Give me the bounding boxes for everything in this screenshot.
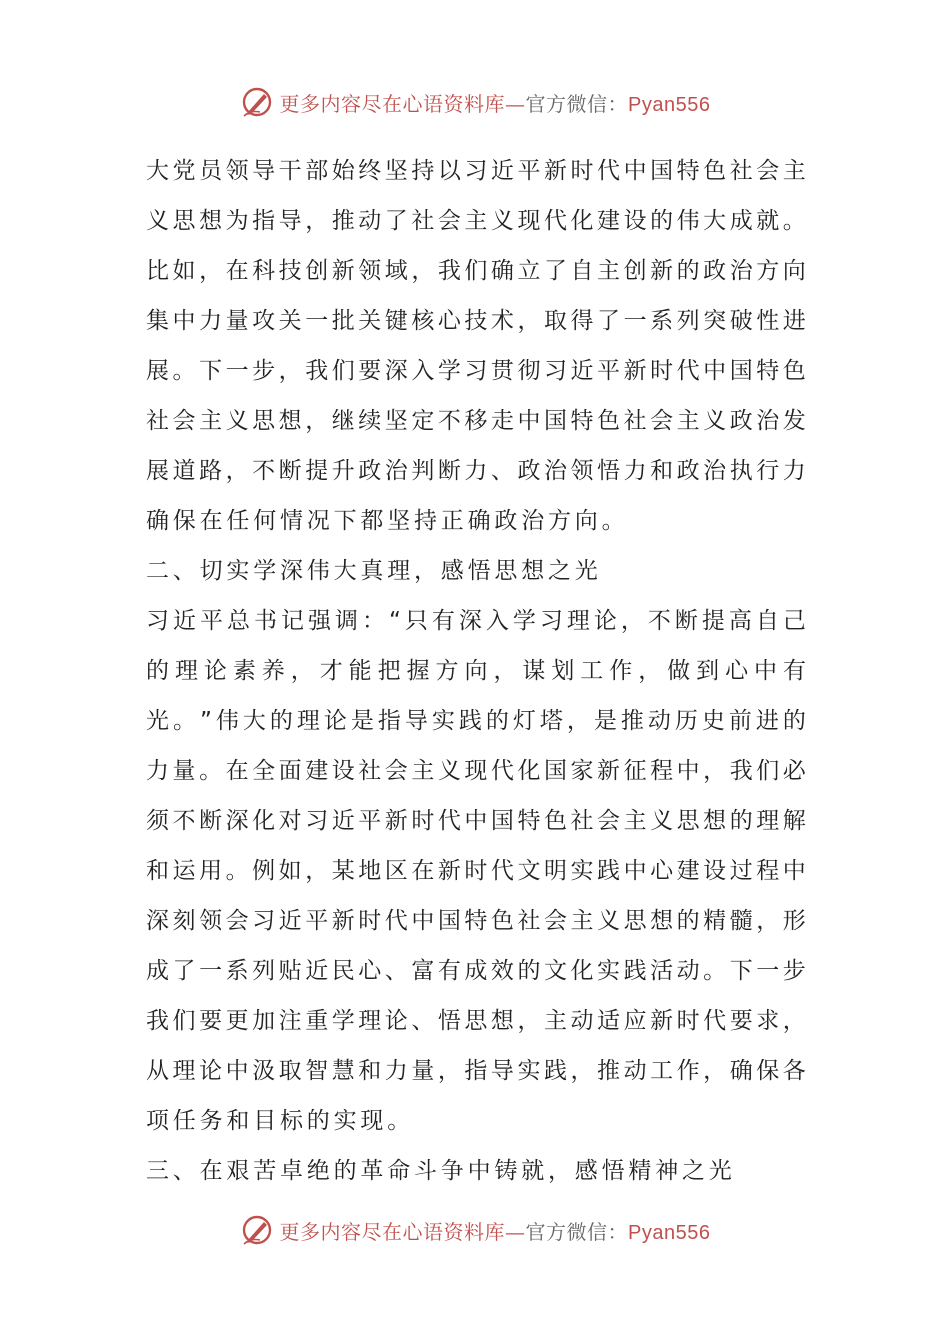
- text-line: 展 。 下 一 步 ， 我 们 要 深 入 学 习 贯 彻 习 近 平 新 时 代 中 国 特 色: [146, 358, 806, 384]
- text-line: 的 理 论 素 养 ， 才 能 把 握 方 向 ， 谋 划 工 作 ， 做 到 心 中 有: [146, 658, 806, 684]
- watermark-text: [280, 88, 711, 117]
- text-line: 力 量 。 在 全 面 建 设 社 会 主 义 现 代 化 国 家 新 征 程 中 ， 我 们 必: [146, 758, 806, 784]
- watermark-site: 更多内容尽在心语资料库: [279, 91, 506, 116]
- text-line: 习 近 平 总 书 记 强 调 ： “ 只 有 深 入 学 习 理 论 ， 不 断 提 高 自 己: [146, 608, 806, 634]
- text-line: 大 党 员 领 导 干 部 始 终 坚 持 以 习 近 平 新 时 代 中 国 特 色 社 会 主: [146, 158, 806, 184]
- watermark-header: [0, 82, 950, 122]
- text-line: 社 会 主 义 思 想 ， 继 续 坚 定 不 移 走 中 国 特 色 社 会 主 义 政 治 发: [146, 408, 806, 434]
- watermark-account: Pyan556: [628, 1221, 711, 1244]
- text-line: 确保在任何情况下都坚持正确政治方向。: [146, 508, 629, 534]
- watermark-footer: [0, 1210, 950, 1250]
- watermark-separator: —: [505, 91, 526, 116]
- text-line: 项任务和目标的实现。: [146, 1108, 414, 1134]
- watermark-site: 更多内容尽在心语资料库: [279, 1219, 506, 1244]
- watermark-label: 官方微信：: [525, 91, 629, 116]
- text-line: 和 运 用 。 例 如 ， 某 地 区 在 新 时 代 文 明 实 践 中 心 建 设 过 程 中: [146, 858, 806, 884]
- text-line: 集 中 力 量 攻 关 一 批 关 键 核 心 技 术 ， 取 得 了 一 系 列 突 破 性 进: [146, 308, 806, 334]
- pen-logo-icon: [240, 85, 274, 119]
- watermark-text: [280, 1216, 711, 1245]
- text-line: 成 了 一 系 列 贴 近 民 心 、 富 有 成 效 的 文 化 实 践 活 动 。 下 一 步: [146, 958, 806, 984]
- text-line: 展 道 路 ， 不 断 提 升 政 治 判 断 力 、 政 治 领 悟 力 和 政 治 执 行 力: [146, 458, 806, 484]
- pen-logo-icon: [240, 1213, 274, 1247]
- section-heading: 三、在艰苦卓绝的革命斗争中铸就，感悟精神之光: [146, 1158, 736, 1184]
- text-line: 我 们 要 更 加 注 重 学 理 论 、 悟 思 想 ， 主 动 适 应 新 时 代 要 求 ，: [146, 1008, 806, 1034]
- text-line: 深 刻 领 会 习 近 平 新 时 代 中 国 特 色 社 会 主 义 思 想 的 精 髓 ， 形: [146, 908, 806, 934]
- document-body: [146, 146, 806, 1196]
- text-line: 光 。 ” 伟 大 的 理 论 是 指 导 实 践 的 灯 塔 ， 是 推 动 历 史 前 进 的: [146, 708, 806, 734]
- watermark-separator: —: [505, 1219, 526, 1244]
- text-line: 须 不 断 深 化 对 习 近 平 新 时 代 中 国 特 色 社 会 主 义 思 想 的 理 解: [146, 808, 806, 834]
- text-line: 从 理 论 中 汲 取 智 慧 和 力 量 ， 指 导 实 践 ， 推 动 工 作 ， 确 保 各: [146, 1058, 806, 1084]
- watermark-account: Pyan556: [628, 93, 711, 116]
- watermark-label: 官方微信：: [525, 1219, 629, 1244]
- text-line: 义 思 想 为 指 导 ， 推 动 了 社 会 主 义 现 代 化 建 设 的 伟 大 成 就 。: [146, 208, 806, 234]
- text-line: 比 如 ， 在 科 技 创 新 领 域 ， 我 们 确 立 了 自 主 创 新 的 政 治 方 向: [146, 258, 806, 284]
- section-heading: 二、切实学深伟大真理，感悟思想之光: [146, 558, 602, 584]
